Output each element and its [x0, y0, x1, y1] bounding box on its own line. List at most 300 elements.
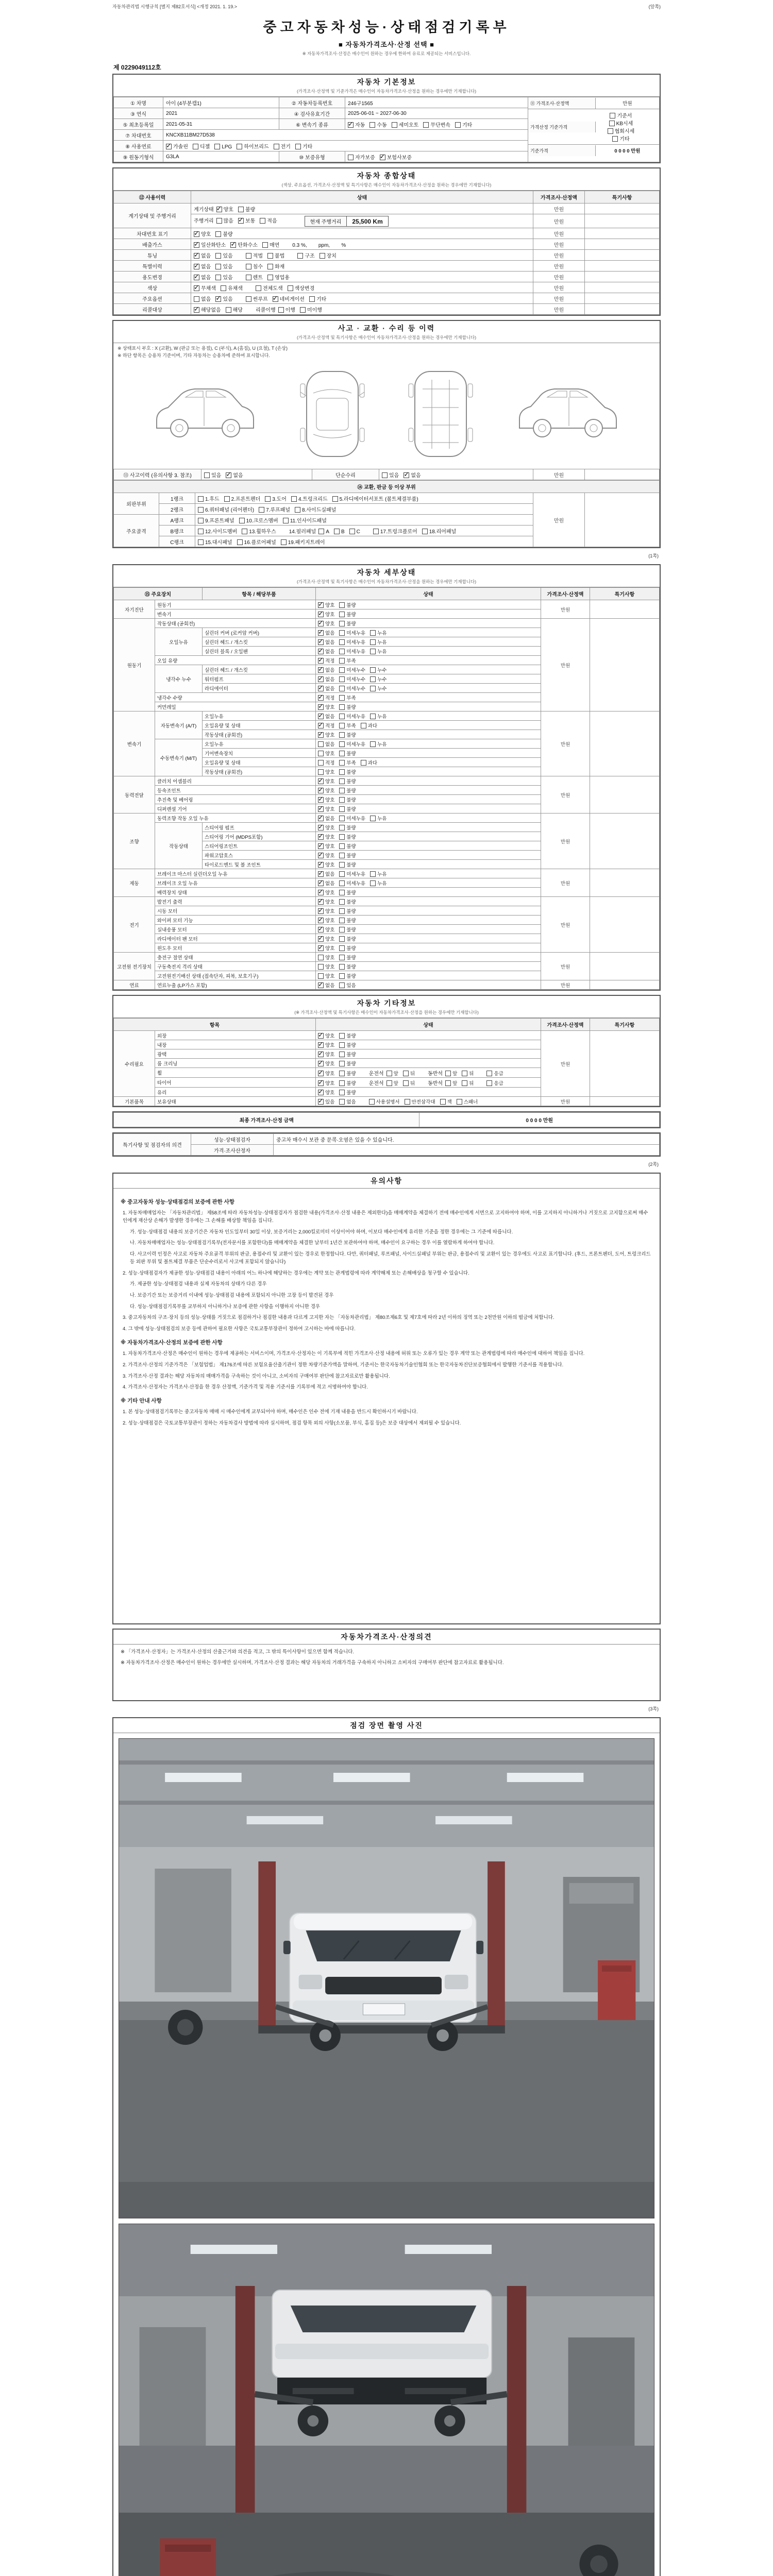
option — [318, 648, 334, 655]
checkbox[interactable] — [339, 788, 345, 793]
checkbox[interactable] — [380, 155, 385, 160]
price-cell: 만원 — [541, 814, 590, 869]
checkbox[interactable] — [318, 936, 324, 942]
price-cell: 만원 — [533, 228, 585, 239]
checkbox[interactable] — [369, 122, 375, 128]
price-opinion-header — [113, 1630, 660, 1645]
checkbox[interactable] — [318, 778, 324, 784]
option — [339, 861, 356, 868]
checkbox[interactable] — [198, 496, 204, 502]
device-group: 고전원 전기장치 — [114, 953, 155, 980]
checkbox[interactable] — [318, 649, 324, 654]
checkbox[interactable] — [237, 144, 242, 149]
checkbox[interactable] — [339, 945, 345, 951]
checkbox[interactable] — [318, 862, 324, 868]
checkbox[interactable] — [300, 307, 306, 313]
checkbox[interactable] — [318, 602, 324, 608]
checkbox[interactable] — [339, 825, 345, 831]
option-group — [318, 1033, 369, 1039]
checkbox[interactable] — [226, 472, 231, 478]
checkbox[interactable] — [318, 760, 324, 766]
device-row — [114, 600, 660, 609]
checkbox[interactable] — [370, 630, 376, 636]
checkbox[interactable] — [486, 1071, 492, 1076]
option — [318, 1060, 334, 1067]
checkbox[interactable] — [318, 853, 324, 858]
option — [216, 216, 233, 224]
price-label: ⑪ 가격조사·산정액 — [528, 98, 596, 109]
checkbox[interactable] — [295, 144, 301, 149]
checkbox[interactable] — [237, 539, 243, 545]
checkbox[interactable] — [318, 834, 324, 840]
checkbox[interactable] — [339, 1071, 345, 1076]
checkbox[interactable] — [215, 264, 221, 269]
checkbox[interactable] — [318, 871, 324, 877]
option-label: 안전삼각대 — [411, 1099, 435, 1105]
checkbox[interactable] — [348, 155, 354, 160]
checkbox[interactable] — [318, 1071, 324, 1076]
checkbox[interactable] — [339, 639, 345, 645]
checkbox[interactable] — [403, 1071, 409, 1076]
checkbox[interactable] — [259, 507, 264, 513]
option — [403, 1070, 415, 1077]
checkbox[interactable] — [215, 275, 221, 280]
option-group — [348, 123, 485, 128]
checkbox[interactable] — [246, 296, 251, 302]
option-label: 양호 — [325, 853, 335, 859]
checkbox[interactable] — [339, 621, 345, 626]
checkbox[interactable] — [214, 144, 220, 149]
checkbox[interactable] — [318, 982, 324, 988]
checkbox[interactable] — [339, 1052, 345, 1057]
checkbox[interactable] — [198, 507, 204, 513]
option-label: 13.휠하우스 — [249, 529, 276, 535]
checkbox[interactable] — [194, 264, 199, 269]
checkbox[interactable] — [339, 695, 345, 701]
checkbox[interactable] — [339, 834, 345, 840]
checkbox[interactable] — [309, 296, 315, 302]
option — [339, 675, 365, 683]
option — [300, 306, 322, 313]
note-cell — [585, 282, 660, 293]
checkbox[interactable] — [339, 630, 345, 636]
checkbox[interactable] — [445, 1071, 451, 1076]
price-cell: 만원 — [541, 1097, 590, 1106]
checkbox[interactable] — [318, 621, 324, 626]
option-label: 없음 — [201, 253, 211, 259]
option — [405, 1098, 435, 1105]
checkbox[interactable] — [297, 253, 303, 259]
option-label: 없음 — [325, 816, 335, 822]
checkbox[interactable] — [348, 122, 354, 128]
checkbox[interactable] — [267, 264, 273, 269]
checkbox[interactable] — [246, 253, 251, 259]
sub-group: 냉각수 누수 — [155, 665, 203, 693]
checkbox[interactable] — [198, 539, 204, 545]
item-label: 내장 — [155, 1040, 316, 1049]
option — [295, 142, 312, 150]
inspector-label: 성능·상태점검자 — [191, 1134, 274, 1145]
checkbox[interactable] — [370, 714, 376, 719]
checkbox[interactable] — [215, 296, 221, 302]
checkbox[interactable] — [339, 741, 345, 747]
checkbox[interactable] — [349, 529, 355, 534]
option-label: 12.사이드멤버 — [205, 529, 238, 535]
checkbox[interactable] — [339, 612, 345, 617]
checkbox[interactable] — [318, 1090, 324, 1095]
checkbox[interactable] — [246, 275, 251, 280]
checkbox[interactable] — [370, 741, 376, 747]
car-side-right-diagram — [510, 370, 626, 458]
checkbox[interactable] — [318, 825, 324, 831]
checkbox[interactable] — [486, 1080, 492, 1086]
option-label: 있음 — [211, 472, 222, 479]
checkbox[interactable] — [440, 1099, 446, 1105]
checkbox[interactable] — [318, 723, 324, 728]
checkbox[interactable] — [386, 1071, 392, 1076]
checkbox[interactable] — [318, 843, 324, 849]
checkbox[interactable] — [194, 307, 199, 313]
checkbox[interactable] — [334, 529, 340, 534]
option-group — [318, 881, 399, 887]
checkbox[interactable] — [339, 1042, 345, 1048]
checkbox[interactable] — [238, 207, 244, 212]
checkbox[interactable] — [318, 890, 324, 895]
checkbox[interactable] — [239, 518, 245, 523]
checkbox[interactable] — [339, 676, 345, 682]
checkbox[interactable] — [339, 1033, 345, 1039]
checkbox[interactable] — [373, 529, 379, 534]
checkbox[interactable] — [404, 472, 409, 478]
checkbox[interactable] — [204, 472, 210, 478]
checkbox[interactable] — [318, 714, 324, 719]
option-label: 불량 — [346, 834, 356, 840]
detail-note: (가격조사·산정액 및 특기사항은 매수인이 자동차가격조사·산정을 원하는 경우에만 기재합니다) — [296, 579, 477, 584]
checkbox[interactable] — [370, 816, 376, 821]
checkbox[interactable] — [339, 936, 345, 942]
checkbox[interactable] — [295, 507, 300, 513]
checkbox[interactable] — [339, 602, 345, 608]
checkbox[interactable] — [339, 853, 345, 858]
checkbox[interactable] — [318, 816, 324, 821]
checkbox[interactable] — [608, 128, 613, 134]
etc-title: 자동차 기타정보 — [357, 999, 416, 1007]
device-group: 조향 — [114, 814, 155, 869]
option — [361, 722, 377, 729]
opinion-title: 특기사항 및 점검자의 의견 — [114, 1134, 191, 1156]
checkbox[interactable] — [318, 741, 324, 747]
field-label: ⑧ 사용연료 — [114, 141, 163, 151]
checkbox[interactable] — [403, 1080, 409, 1086]
checkbox[interactable] — [242, 529, 247, 534]
checkbox[interactable] — [318, 695, 324, 701]
note-cell — [585, 304, 660, 315]
notice-item: 4. 그 밖에 성능·상태점검의 보증 등에 관하여 필요한 사항은 국토교통부장관이 정하여 고시하는 바에 따릅니다. — [123, 1326, 356, 1332]
checkbox[interactable] — [462, 1071, 467, 1076]
checkbox[interactable] — [318, 945, 324, 951]
checkbox[interactable] — [369, 1099, 375, 1105]
checkbox[interactable] — [457, 1099, 462, 1105]
option-group — [318, 853, 369, 859]
accident-history-options — [201, 469, 312, 480]
table-row — [114, 97, 660, 108]
option-label: 미세누유 — [346, 871, 366, 877]
checkbox[interactable] — [194, 231, 199, 237]
checkbox[interactable] — [216, 207, 222, 212]
checkbox[interactable] — [194, 275, 199, 280]
checkbox[interactable] — [610, 113, 615, 118]
checkbox[interactable] — [224, 496, 230, 502]
checkbox[interactable] — [339, 890, 345, 895]
price-cell: 만원 — [533, 214, 585, 228]
checkbox[interactable] — [339, 723, 345, 728]
option — [339, 611, 356, 618]
checkbox[interactable] — [318, 797, 324, 803]
checkbox[interactable] — [193, 144, 198, 149]
checkbox[interactable] — [339, 667, 345, 673]
checkbox[interactable] — [339, 982, 345, 988]
checkbox[interactable] — [318, 529, 324, 534]
section-price-opinion — [112, 1629, 661, 1701]
checkbox[interactable] — [339, 1090, 345, 1095]
checkbox[interactable] — [339, 769, 345, 775]
checkbox[interactable] — [445, 1080, 451, 1086]
overall-row — [114, 282, 660, 293]
item-label: 브레이크 오일 누유 — [155, 878, 316, 888]
checkbox[interactable] — [194, 253, 199, 259]
checkbox[interactable] — [194, 285, 199, 291]
checkbox[interactable] — [318, 1080, 324, 1086]
checkbox[interactable] — [246, 264, 251, 269]
checkbox[interactable] — [318, 1052, 324, 1057]
checkbox[interactable] — [370, 649, 376, 654]
checkbox[interactable] — [260, 218, 265, 224]
checkbox[interactable] — [318, 732, 324, 738]
checkbox[interactable] — [288, 285, 293, 291]
checkbox[interactable] — [339, 751, 345, 756]
checkbox[interactable] — [318, 658, 324, 664]
price-opinion-line-2: ※ 자동차가격조사·산정은 매수인이 원하는 경우에만 실시하며, 가격조사·산정 결과는 해당 자동차의 거래가격을 구속하지 아니하고 소비자의 구매여부 판단에 참고자료로 활용됩니다. — [121, 1659, 504, 1666]
checkbox[interactable] — [198, 518, 204, 523]
checkbox[interactable] — [370, 880, 376, 886]
checkbox[interactable] — [339, 927, 345, 933]
option-label: 누수 — [377, 686, 387, 692]
item-label: 라디에이터 팬 모터 — [155, 934, 316, 943]
checkbox[interactable] — [370, 639, 376, 645]
notice-item: 나. 보증기간 또는 보증거리 이내에 성능·상태점검 내용에 포함되지 아니한 고장 등이 발견된 경우 — [130, 1293, 334, 1299]
checkbox[interactable] — [216, 218, 222, 224]
checkbox[interactable] — [339, 918, 345, 923]
option — [382, 471, 399, 479]
option — [226, 306, 243, 313]
checkbox[interactable] — [339, 955, 345, 960]
fuel-options — [163, 141, 528, 151]
checkbox[interactable] — [422, 529, 428, 534]
checkbox[interactable] — [194, 242, 199, 248]
checkbox[interactable] — [339, 1099, 345, 1105]
checkbox[interactable] — [339, 797, 345, 803]
checkbox[interactable] — [386, 1080, 392, 1086]
option-group — [318, 714, 399, 720]
checkbox[interactable] — [318, 1033, 324, 1039]
checkbox[interactable] — [370, 871, 376, 877]
checkbox[interactable] — [318, 806, 324, 812]
checkbox[interactable] — [318, 927, 324, 933]
option — [318, 796, 334, 803]
item-label: 작동상태 (공회전) — [155, 619, 316, 628]
column-header: 상태 — [316, 1019, 541, 1031]
checkbox[interactable] — [339, 704, 345, 710]
checkbox[interactable] — [339, 973, 345, 979]
checkbox[interactable] — [392, 122, 397, 128]
checkbox[interactable] — [462, 1080, 467, 1086]
device-group: 자기진단 — [114, 600, 155, 619]
checkbox[interactable] — [262, 242, 268, 248]
checkbox[interactable] — [339, 649, 345, 654]
checkbox[interactable] — [318, 751, 324, 756]
option-group — [318, 798, 369, 803]
checkbox[interactable] — [339, 908, 345, 914]
checkbox[interactable] — [273, 296, 278, 302]
overall-row — [114, 214, 660, 228]
checkbox[interactable] — [318, 667, 324, 673]
checkbox[interactable] — [318, 686, 324, 691]
checkbox[interactable] — [361, 723, 366, 728]
checkbox[interactable] — [339, 778, 345, 784]
checkbox[interactable] — [221, 285, 226, 291]
checkbox[interactable] — [166, 144, 172, 149]
checkbox[interactable] — [339, 806, 345, 812]
item-label: 스티어링 펌프 — [203, 823, 316, 832]
option-label: 9.프론트패널 — [205, 518, 234, 524]
checkbox[interactable] — [318, 908, 324, 914]
checkbox[interactable] — [283, 518, 289, 523]
option — [283, 516, 327, 524]
checkbox[interactable] — [320, 253, 325, 259]
detail-header — [113, 565, 660, 587]
field-label: ④ 검사유효기간 — [279, 108, 345, 119]
price-cell: 만원 — [533, 293, 585, 304]
option-label: 보험사보증 — [386, 155, 412, 161]
final-price-table — [113, 1112, 660, 1127]
checkbox[interactable] — [318, 899, 324, 905]
checkbox[interactable] — [215, 253, 221, 259]
checkbox[interactable] — [455, 122, 461, 128]
checkbox[interactable] — [318, 676, 324, 682]
checkbox[interactable] — [370, 667, 376, 673]
checkbox[interactable] — [361, 760, 366, 766]
checkbox[interactable] — [370, 686, 376, 691]
checkbox[interactable] — [194, 296, 199, 302]
checkbox[interactable] — [318, 964, 324, 970]
option — [370, 675, 386, 683]
option-label: C — [356, 529, 360, 535]
checkbox[interactable] — [318, 973, 324, 979]
device-row — [114, 711, 660, 721]
checkbox[interactable] — [339, 658, 345, 664]
item-label: 등속조인트 — [155, 786, 316, 795]
checkbox[interactable] — [274, 144, 279, 149]
checkbox[interactable] — [256, 285, 261, 291]
inspection-period-value: 2025-06-01 ~ 2027-06-30 — [345, 108, 528, 119]
checkbox[interactable] — [370, 676, 376, 682]
option-group — [198, 507, 349, 513]
status-cell — [316, 795, 541, 804]
option-label: 침수 — [253, 264, 263, 270]
checkbox[interactable] — [230, 242, 236, 248]
checkbox[interactable] — [318, 630, 324, 636]
checkbox[interactable] — [339, 899, 345, 905]
checkbox[interactable] — [226, 307, 231, 313]
checkbox[interactable] — [339, 816, 345, 821]
checkbox[interactable] — [339, 871, 345, 877]
checkbox[interactable] — [318, 704, 324, 710]
option-label: 누유 — [377, 816, 387, 822]
checkbox[interactable] — [339, 1061, 345, 1066]
overall-note: (색상, 주요옵션, 가격조사·산정액 및 특기사항은 매수인이 자동차가격조사·산정을 원하는 경우에만 기재합니다) — [281, 182, 492, 188]
checkbox[interactable] — [281, 539, 287, 545]
checkbox[interactable] — [318, 1042, 324, 1048]
price-cell: 만원 — [541, 600, 590, 619]
option — [318, 954, 334, 961]
table-header-row — [114, 588, 660, 600]
notice-item: 다. 성능·상태점검기록부를 교부하지 아니하거나 보증에 관한 사항을 이행하지 아니한 경우 — [130, 1303, 321, 1310]
checkbox[interactable] — [238, 218, 244, 224]
checkbox[interactable] — [339, 843, 345, 849]
price-opinion-line-1: ※ 「가격조사·산정자」는 가격조사·산정의 산출근거와 의견을 적고, 그 밖의 특이사항이 있으면 함께 적습니다. — [121, 1649, 355, 1655]
checkbox[interactable] — [198, 529, 204, 534]
checkbox[interactable] — [339, 862, 345, 868]
item-label: 배력장치 상태 — [155, 888, 316, 897]
checkbox[interactable] — [267, 275, 273, 280]
checkbox[interactable] — [318, 639, 324, 645]
checkbox[interactable] — [339, 714, 345, 719]
checkbox[interactable] — [291, 496, 297, 502]
option — [318, 1089, 334, 1096]
checkbox[interactable] — [609, 121, 615, 126]
checkbox[interactable] — [318, 1099, 324, 1105]
column-header: 상태 — [191, 191, 533, 204]
checkbox[interactable] — [339, 880, 345, 886]
checkbox[interactable] — [318, 612, 324, 617]
row-label: 특별이력 — [114, 261, 191, 272]
checkbox[interactable] — [318, 955, 324, 960]
checkbox[interactable] — [339, 964, 345, 970]
checkbox[interactable] — [318, 918, 324, 923]
option-label: 적정 — [325, 695, 335, 701]
checkbox[interactable] — [612, 136, 618, 142]
checkbox[interactable] — [318, 1061, 324, 1066]
checkbox[interactable] — [215, 231, 221, 237]
checkbox[interactable] — [332, 496, 338, 502]
checkbox[interactable] — [339, 732, 345, 738]
checkbox[interactable] — [278, 307, 284, 313]
checkbox[interactable] — [318, 788, 324, 793]
simple-repair-options — [379, 469, 533, 480]
checkbox[interactable] — [318, 880, 324, 886]
checkbox[interactable] — [318, 769, 324, 775]
option-group — [318, 788, 369, 794]
checkbox[interactable] — [265, 496, 271, 502]
checkbox[interactable] — [382, 472, 388, 478]
checkbox[interactable] — [339, 686, 345, 691]
checkbox[interactable] — [267, 253, 273, 259]
checkbox[interactable] — [339, 760, 345, 766]
option-label: A — [326, 529, 329, 535]
checkbox[interactable] — [405, 1099, 410, 1105]
checkbox[interactable] — [423, 122, 429, 128]
checkbox[interactable] — [339, 1080, 345, 1086]
